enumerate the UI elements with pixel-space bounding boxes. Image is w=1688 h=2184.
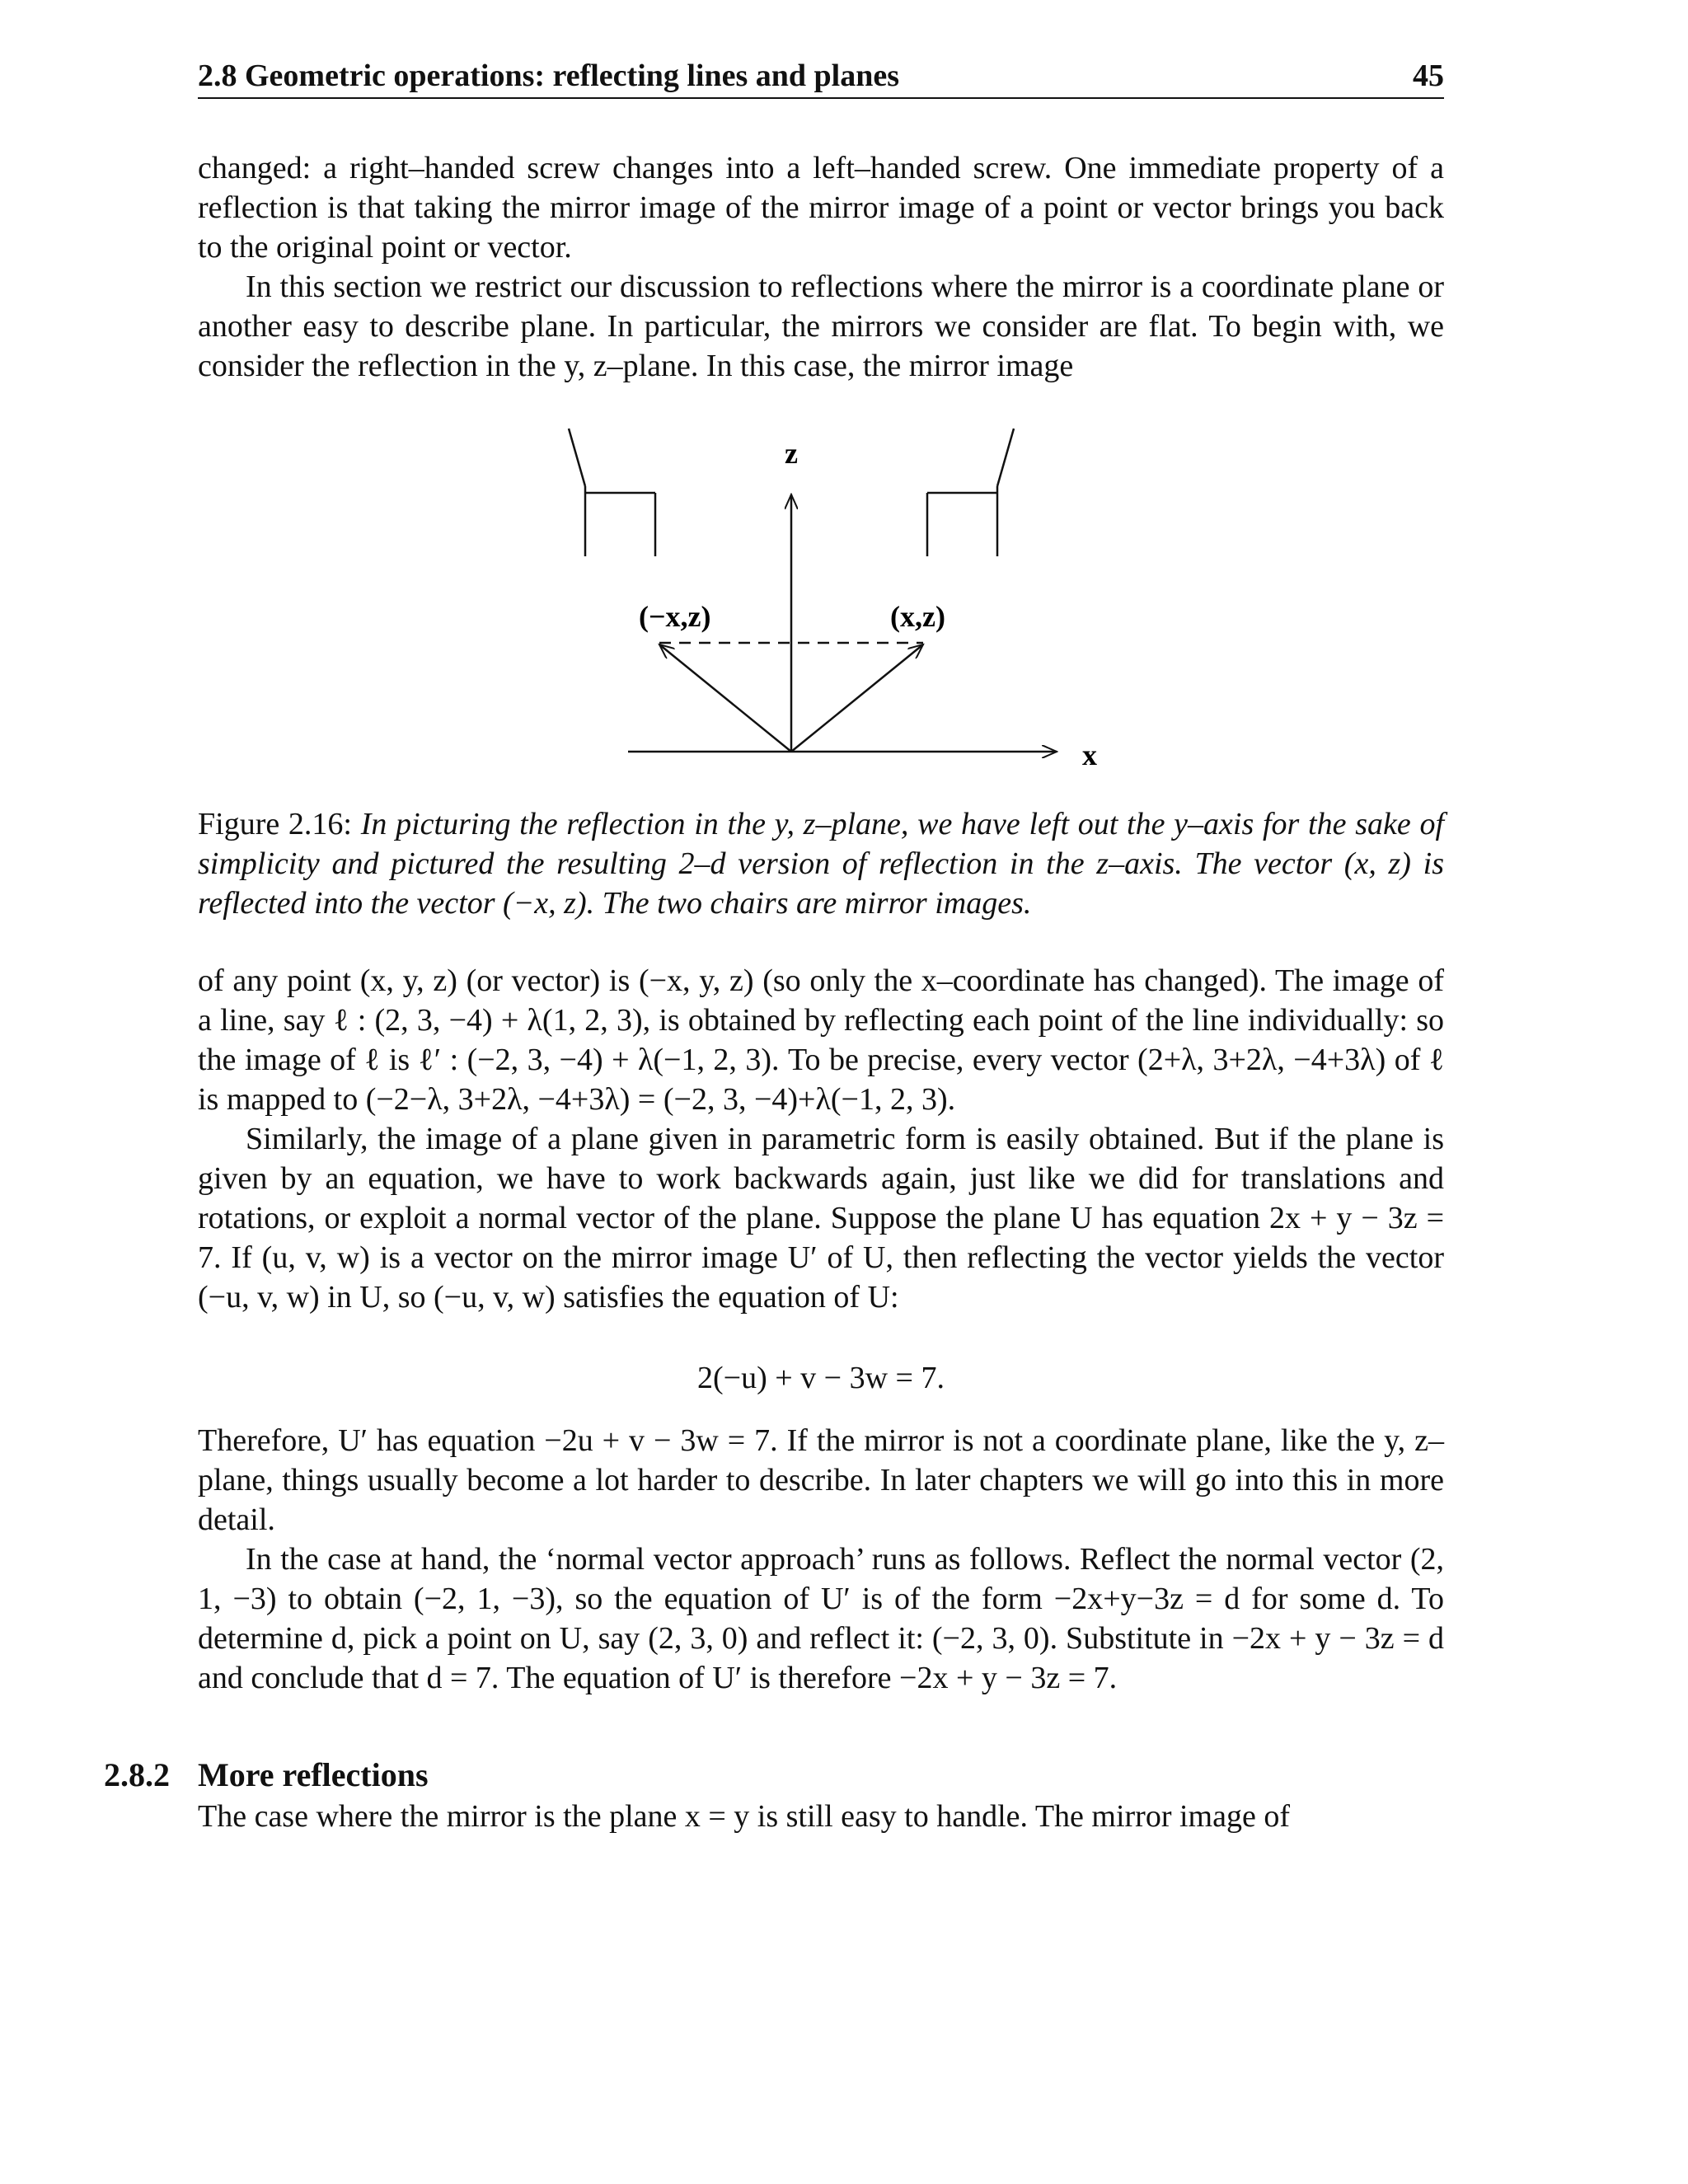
figure-reflection <box>544 412 1121 791</box>
section-title: More reflections <box>198 1756 429 1793</box>
paragraph: changed: a right–handed screw changes into a left–handed screw. One immediate property of a reflection is that taking the mirror image of the mirror image of a point or vector brings you back to the original point or vector. <box>198 151 1444 265</box>
caption-label: Figure 2.16: <box>198 807 352 841</box>
display-equation: 2(−u) + v − 3w = 7. <box>697 1361 945 1395</box>
caption-text: In picturing the reflection in the y, z–plane, we have left out the y–axis for the sake of simplicity and pictured the resulting 2–d version of reflection in the z–axis. The vector (x, z) is reflected into the vector (−x, z). The two chairs are mirror images. <box>198 807 1445 921</box>
text-block-bottom <box>198 1421 1444 1698</box>
z-axis-label: z <box>785 437 798 470</box>
section-number: 2.8.2 <box>104 1756 170 1793</box>
paragraph: of any point (x, y, z) (or vector) is (−x, y, z) (so only the x–coordinate has changed). The image of a line, say ℓ : (2, 3, −4) + λ(1, 2, 3), is obtained by reflecting each point of the line individually: so the image of ℓ is ℓ′ : (−2, 3, −4) + λ(−1, 2, 3). To be precise, every vector (2+λ, 3+2λ, −4+3λ) of ℓ is mapped to (−2−λ, 3+2λ, −4+3λ) = (−2, 3, −4)+λ(−1, 2, 3). <box>198 963 1444 1117</box>
point-label-right: (x,z) <box>890 600 945 633</box>
text-block-middle <box>198 961 1444 1317</box>
vector-right <box>791 644 923 752</box>
paragraph: In the case at hand, the ‘normal vector approach’ runs as follows. Reflect the normal vector (2, 1, −3) to obtain (−2, 1, −3), so the equation of U′ is of the form −2x+y−3z = d for some d. To determine d, pick a point on U, say (2, 3, 0) and reflect it: (−2, 3, 0). Substitute in −2x + y − 3z = d and conclude that d = 7. The equation of U′ is therefore −2x + y − 3z = 7. <box>198 1542 1444 1695</box>
vector-left <box>659 644 791 752</box>
paragraph: The case where the mirror is the plane x = y is still easy to handle. The mirror image of <box>198 1799 1290 1834</box>
running-header <box>198 58 1444 99</box>
page-number: 45 <box>1413 59 1444 93</box>
chair-left <box>569 429 655 556</box>
paragraph: Therefore, U′ has equation −2u + v − 3w = 7. If the mirror is not a coordinate plane, like the y, z–plane, things usually become a lot harder to describe. In later chapters we will go into this in more detail. <box>198 1423 1444 1537</box>
point-label-left: (−x,z) <box>639 600 711 633</box>
section-heading <box>104 1755 429 1794</box>
figure-caption <box>198 804 1444 923</box>
text-block-top <box>198 148 1444 386</box>
paragraph: Similarly, the image of a plane given in parametric form is easily obtained. But if the plane is given by an equation, we have to work backwards again, just like we did for translations and rotations, or exploit a normal vector of the plane. Suppose the plane U has equation 2x + y − 3z = 7. If (u, v, w) is a vector on the mirror image U′ of U, then reflecting the vector yields the vector (−u, v, w) in U, so (−u, v, w) satisfies the equation of U: <box>198 1122 1444 1315</box>
paragraph: In this section we restrict our discussion to reflections where the mirror is a coordinate plane or another easy to describe plane. In particular, the mirrors we consider are flat. To begin with, we consider the reflection in the y, z–plane. In this case, the mirror image <box>198 269 1444 383</box>
x-axis-label: x <box>1082 738 1097 771</box>
header-title: 2.8 Geometric operations: reflecting lines and planes <box>198 59 900 93</box>
text-block-last <box>198 1797 1444 1836</box>
chair-right <box>927 429 1014 556</box>
